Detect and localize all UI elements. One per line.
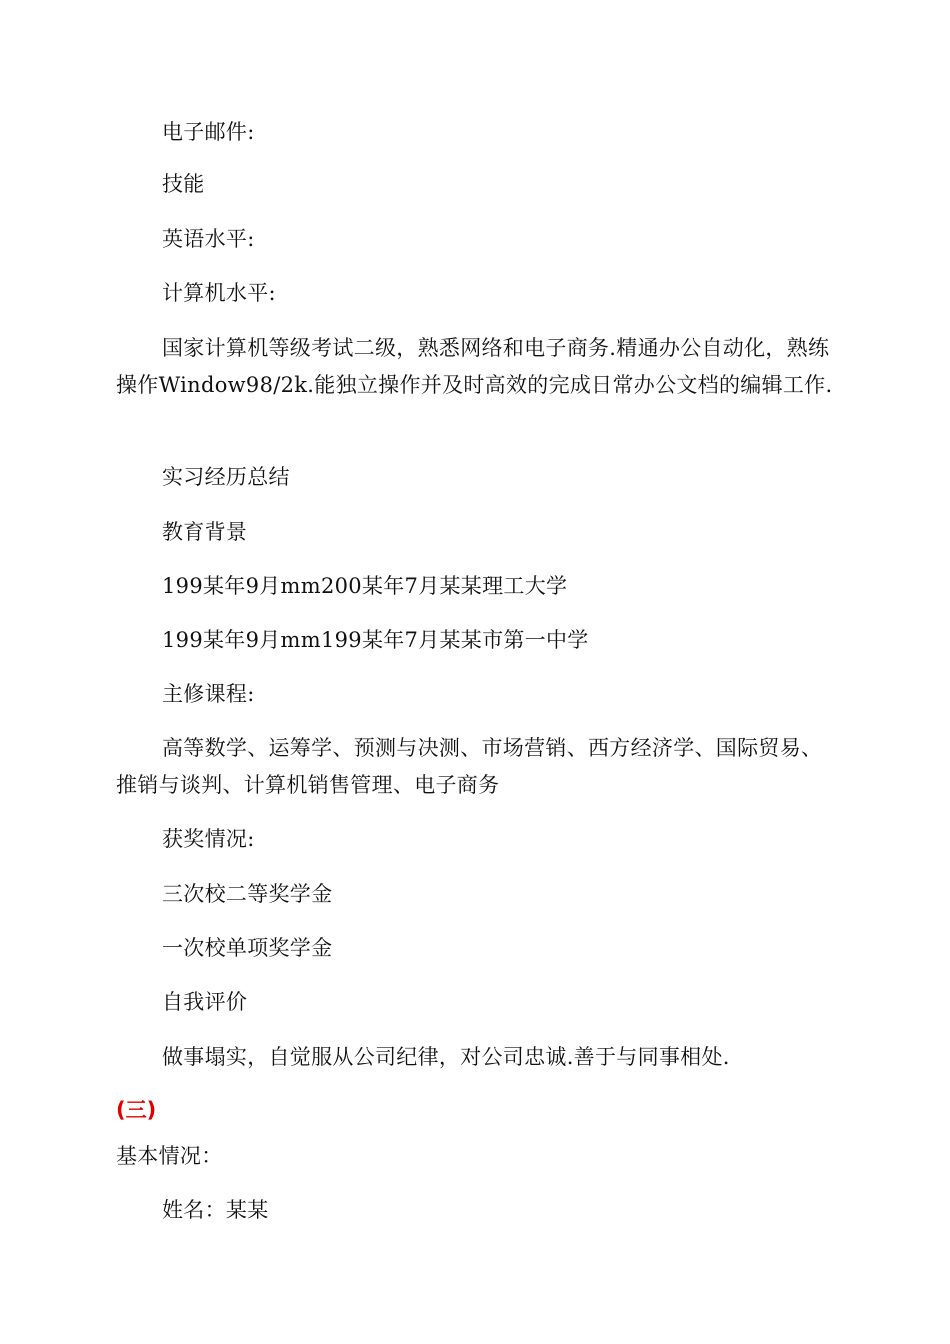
paragraph-email: 电子邮件: bbox=[162, 120, 255, 144]
paragraph-computer-skills: 国家计算机等级考试二级，熟悉网络和电子商务.精通办公自动化，熟练操作Window98/2k.能独立操作并及时高效的完成日常办公文档的编辑工作. bbox=[116, 336, 833, 397]
paragraph-internship-summary: 实习经历总结 bbox=[162, 465, 290, 489]
paragraph-skills: 技能 bbox=[162, 172, 205, 196]
paragraph-self-evaluation: 自我评价 bbox=[162, 990, 248, 1014]
paragraph-courses: 高等数学、运筹学、预测与决测、市场营销、西方经济学、国际贸易、推销与谈判、计算机销售管理、电子商务 bbox=[116, 736, 823, 797]
paragraph-award-2: 一次校单项奖学金 bbox=[162, 936, 333, 960]
paragraph-education: 教育背景 bbox=[162, 520, 248, 544]
paragraph-computer-level: 计算机水平: bbox=[162, 281, 276, 305]
name-line: 姓名：某某 bbox=[162, 1198, 269, 1222]
paragraph-high-school: 199某年9月mm199某年7月某某市第一中学 bbox=[162, 628, 589, 652]
paragraph-self-evaluation-text: 做事塌实，自觉服从公司纪律，对公司忠诚.善于与同事相处. bbox=[162, 1045, 730, 1069]
paragraph-university: 199某年9月mm200某年7月某某理工大学 bbox=[162, 574, 568, 598]
paragraph-courses-label: 主修课程: bbox=[162, 682, 255, 706]
basic-info-label: 基本情况： bbox=[116, 1144, 223, 1168]
paragraph-award-1: 三次校二等奖学金 bbox=[162, 882, 333, 906]
section-heading: (三) bbox=[116, 1098, 157, 1122]
paragraph-english-level: 英语水平: bbox=[162, 227, 255, 251]
paragraph-awards-label: 获奖情况: bbox=[162, 827, 255, 851]
